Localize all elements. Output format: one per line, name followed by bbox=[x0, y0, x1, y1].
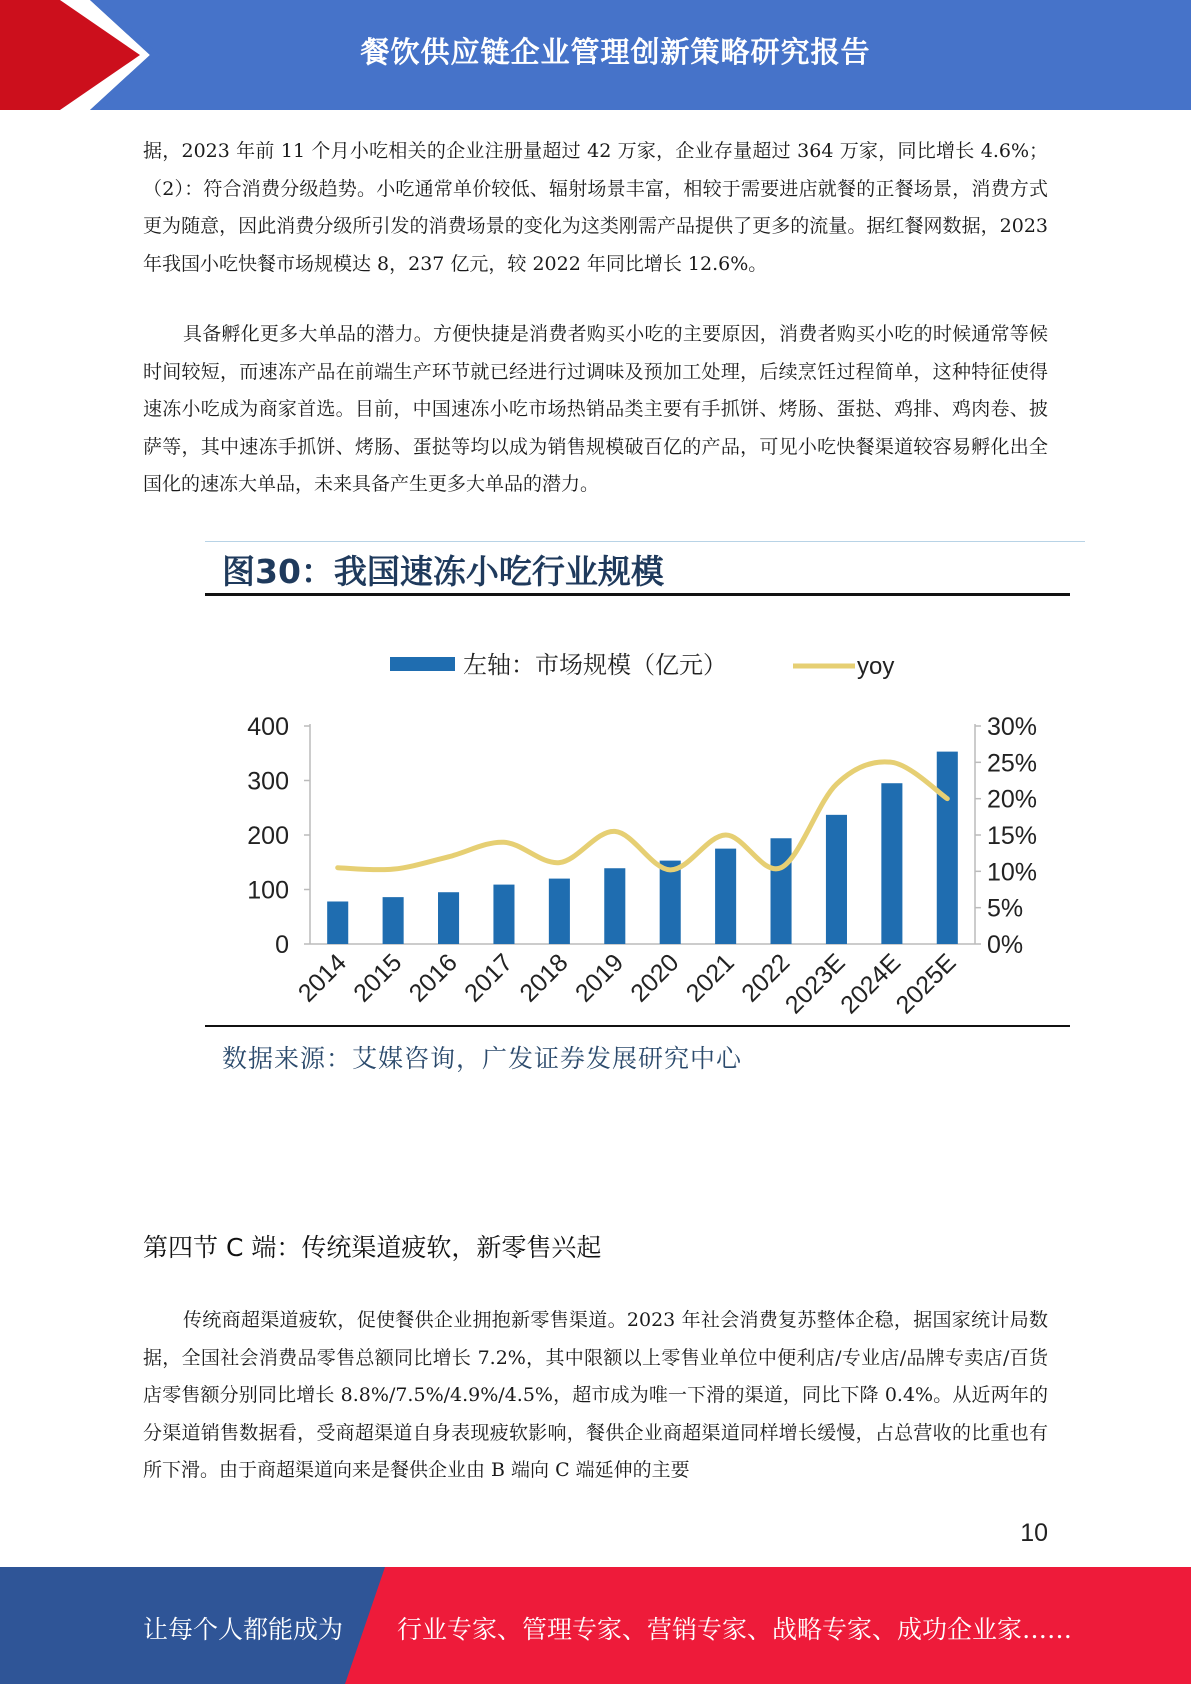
x-tick-label: 2020 bbox=[625, 948, 685, 1008]
bar-2014 bbox=[327, 901, 348, 944]
left-tick-label: 300 bbox=[247, 767, 289, 796]
bar-2016 bbox=[438, 892, 459, 944]
x-tick-label: 2015 bbox=[348, 948, 408, 1008]
right-tick-label: 10% bbox=[987, 858, 1038, 887]
paragraph-1: 据，2023 年前 11 个月小吃相关的企业注册量超过 42 万家，企业存量超过 364 万家，同比增长 4.6%；（2）：符合消费分级趋势。小吃通常单价较低、辐射场景丰富，相较于需要进店就餐的正餐场景，消费方式更为随意，因此消费分级所引发的消费场景的变化为这类刚需产品提供了更多的流量。据红餐网数据，2023 年我国小吃快餐市场规模达 8，237 亿元，较 2022 年同比增长 12.6%。 bbox=[143, 140, 1048, 275]
left-tick-label: 200 bbox=[247, 822, 289, 850]
x-tick-label: 2024E bbox=[835, 948, 907, 1020]
right-tick-label: 5% bbox=[987, 894, 1024, 923]
paragraph-3: 传统商超渠道疲软，促使餐供企业拥抱新零售渠道。2023 年社会消费复苏整体企稳，据国家统计局数据，全国社会消费品零售总额同比增长 7.2%，其中限额以上零售业单位中便利店/专业店/品牌专卖店/百货店零售额分别同比增长 8.8%/7.5%/4.9%/4.5%，超市成为唯一下滑的渠道，同比下降 0.4%。从近两年的分渠道销售数据看，受商超渠道自身表现疲软影响，餐供企业商超渠道同样增长缓慢，占总营收的比重也有所下滑。由于商超渠道向来是餐供企业由 B 端向 C 端延伸的主要 bbox=[143, 1309, 1048, 1481]
x-tick-label: 2021 bbox=[680, 948, 740, 1008]
page-header bbox=[0, 0, 1191, 110]
bar-2024E bbox=[881, 783, 902, 944]
bar-2023E bbox=[826, 815, 847, 944]
right-tick-label: 30% bbox=[987, 713, 1038, 741]
legend-bar-label: 左轴：市场规模（亿元） bbox=[463, 651, 727, 679]
yoy-line bbox=[338, 762, 948, 870]
paragraph-2: 具备孵化更多大单品的潜力。方便快捷是消费者购买小吃的主要原因，消费者购买小吃的时候通常等候时间较短，而速冻产品在前端生产环节就已经进行过调味及预加工处理，后续烹饪过程简单，这种特征使得速冻小吃成为商家首选。目前，中国速冻小吃市场热销品类主要有手抓饼、烤肠、蛋挞、鸡排、鸡肉卷、披萨等，其中速冻手抓饼、烤肠、蛋挞等均以成为销售规模破百亿的产品，可见小吃快餐渠道较容易孵化出全国化的速冻大单品，未来具备产生更多大单品的潜力。 bbox=[143, 323, 1048, 495]
bar-2020 bbox=[660, 861, 681, 944]
bar-2025E bbox=[937, 752, 958, 944]
page-number: 10 bbox=[1020, 1519, 1048, 1547]
bar-2018 bbox=[549, 879, 570, 944]
section-heading: 第四节 C 端：传统渠道疲软，新零售兴起 bbox=[143, 1233, 602, 1262]
legend-line-label: yoy bbox=[857, 653, 895, 680]
bar-2019 bbox=[604, 868, 625, 944]
x-tick-label: 2017 bbox=[459, 948, 519, 1008]
report-title: 餐饮供应链企业管理创新策略研究报告 bbox=[360, 35, 871, 69]
page-footer bbox=[0, 1567, 1191, 1684]
right-tick-label: 15% bbox=[987, 822, 1038, 850]
figure-source: 数据来源：艾媒咨询，广发证券发展研究中心 bbox=[222, 1044, 743, 1073]
legend-bar-swatch bbox=[390, 657, 455, 671]
bar-2017 bbox=[493, 885, 514, 944]
bar-2021 bbox=[715, 849, 736, 944]
footer-slogan-left: 让每个人都能成为 bbox=[143, 1615, 344, 1644]
x-tick-label: 2016 bbox=[403, 948, 463, 1008]
right-tick-label: 20% bbox=[987, 785, 1038, 814]
footer-slogan-right: 行业专家、管理专家、营销专家、战略专家、成功企业家…… bbox=[397, 1615, 1073, 1644]
market-size-chart bbox=[205, 600, 1085, 1030]
x-tick-label: 2014 bbox=[292, 948, 352, 1008]
left-tick-label: 400 bbox=[247, 713, 289, 741]
bar-2022 bbox=[771, 838, 792, 944]
left-tick-label: 0 bbox=[275, 931, 289, 959]
right-tick-label: 25% bbox=[987, 749, 1038, 778]
x-tick-label: 2022 bbox=[736, 948, 796, 1008]
figure-top-line bbox=[205, 541, 1085, 542]
figure-title-rule bbox=[205, 593, 1070, 596]
figure-title: 图30：我国速冻小吃行业规模 bbox=[222, 552, 664, 591]
x-tick-label: 2019 bbox=[569, 948, 630, 1008]
left-tick-label: 100 bbox=[247, 876, 289, 905]
right-tick-label: 0% bbox=[987, 931, 1024, 959]
x-tick-label: 2023E bbox=[779, 948, 851, 1020]
x-tick-label: 2018 bbox=[514, 948, 574, 1008]
x-tick-label: 2025E bbox=[890, 948, 962, 1020]
bar-2015 bbox=[383, 897, 404, 944]
